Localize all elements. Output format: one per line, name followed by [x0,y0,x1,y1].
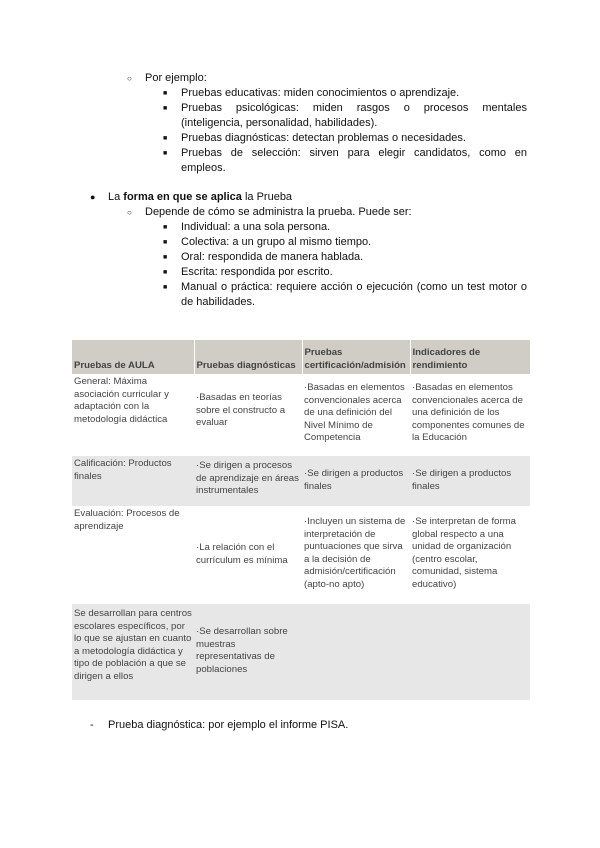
example-intro: Por ejemplo: [145,72,207,84]
forma-item-cont: de habilidades. [181,296,256,308]
table-header-cell: Pruebas de AULA [72,340,194,374]
table-header-row [72,340,530,374]
table-cell: Evaluación: Procesos de aprendizaje [72,506,194,604]
square-bullet-icon: ■ [163,105,168,112]
table-cell: ·Basadas en teorías sobre el constructo a evaluar [194,374,302,456]
table-cell: ·La relación con el currículum es mínima [194,506,302,604]
dot-bullet-icon: ● [90,192,96,202]
forma-item: Colectiva: a un grupo al mismo tiempo. [181,236,372,248]
square-bullet-icon: ■ [163,239,168,246]
table-header-cell: Indicadores de rendimiento [410,340,530,374]
circle-bullet-icon: ○ [127,208,132,217]
example-item: Pruebas psicológicas: miden rasgos o procesos mentales [181,102,527,114]
dash-bullet-icon: - [90,719,94,731]
comparison-table [72,340,530,700]
table-header-cell: Pruebas diagnósticas [194,340,302,374]
example-item-cont: empleos. [181,162,226,174]
table-cell [410,604,530,700]
square-bullet-icon: ■ [163,254,168,261]
circle-bullet-icon: ○ [127,74,132,83]
table-row [72,456,530,506]
square-bullet-icon: ■ [163,284,168,291]
forma-item: Manual o práctica: requiere acción o ejecución (como un test motor o [181,281,527,293]
footer-note: Prueba diagnóstica: por ejemplo el informe PISA. [108,719,349,731]
table-cell: ·Basadas en elementos convencionales acerca de una definición de los componentes comunes de la Educación [410,374,530,456]
table-cell: ·Basadas en elementos convencionales acerca de una definición del Nivel Mínimo de Competencia [302,374,410,456]
table-row [72,506,530,604]
forma-item: Escrita: respondida por escrito. [181,266,333,278]
example-item: Pruebas de selección: sirven para elegir candidatos, como en [181,147,527,159]
table-cell: ·Se dirigen a productos finales [410,456,530,506]
table-cell: ·Se dirigen a productos finales [302,456,410,506]
example-item: Pruebas educativas: miden conocimientos o aprendizaje. [181,87,460,99]
table-row [72,374,530,456]
table-cell: Se desarrollan para centros escolares específicos, por lo que se ajustan en cuanto a metodología didáctica y tipo de población a que se dirigen a ellos [72,604,194,700]
forma-sub: Depende de cómo se administra la prueba. Puede ser: [145,206,412,218]
table-cell: Calificación: Productos finales [72,456,194,506]
table-row [72,604,530,700]
square-bullet-icon: ■ [163,90,168,97]
example-item-cont: (inteligencia, personalidad, habilidades). [181,117,378,129]
table-cell: ·Incluyen un sistema de interpretación de puntuaciones que sirva a la decisión de admisión/certificación (apto-no apto) [302,506,410,604]
forma-heading: La forma en que se aplica la Prueba [108,191,293,203]
forma-item: Oral: respondida de manera hablada. [181,251,364,263]
table-cell [302,604,410,700]
square-bullet-icon: ■ [163,224,168,231]
table-cell: ·Se desarrollan sobre muestras representativas de poblaciones [194,604,302,700]
forma-item: Individual: a una sola persona. [181,221,331,233]
square-bullet-icon: ■ [163,269,168,276]
example-item: Pruebas diagnósticas: detectan problemas o necesidades. [181,132,466,144]
table-cell: ·Se interpretan de forma global respecto a una unidad de organización (centro escolar, comunidad, sistema educativo) [410,506,530,604]
table-header-cell: Pruebas certificación/admisión [302,340,410,374]
square-bullet-icon: ■ [163,150,168,157]
table-cell: ·Se dirigen a procesos de aprendizaje en áreas instrumentales [194,456,302,506]
square-bullet-icon: ■ [163,135,168,142]
table-cell: General: Máxima asociación curricular y adaptación con la metodología didáctica [72,374,194,456]
